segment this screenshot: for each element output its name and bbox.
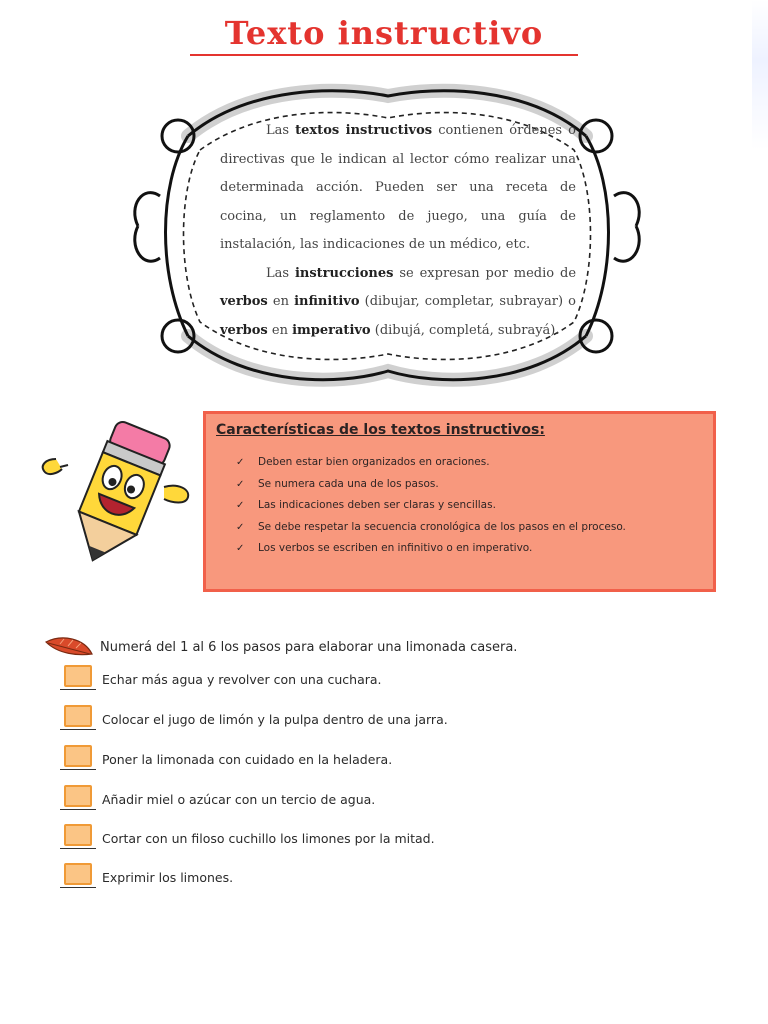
check-icon: ✓ [236, 457, 245, 468]
characteristic-text: Deben estar bien organizados en oraciones. [258, 456, 490, 468]
definition-run: verbos [220, 322, 268, 338]
exercise-step [60, 704, 580, 734]
definition-run: instrucciones [294, 265, 394, 281]
step-text: Colocar el jugo de limón y la pulpa dentro de una jarra. [102, 712, 448, 727]
exercise-step [60, 664, 580, 694]
exercise-instruction: Numerá del 1 al 6 los pasos para elaborar una limonada casera. [100, 640, 518, 655]
definition-run: en [267, 322, 293, 338]
pencil-mascot-icon [38, 415, 194, 575]
answer-blank[interactable] [60, 665, 96, 690]
answer-blank[interactable] [60, 824, 96, 849]
characteristic-item [236, 495, 708, 517]
definition-run: (dibujar, completar, subrayar) o [359, 294, 576, 309]
definition-run: textos instructivos [295, 123, 433, 138]
characteristic-text: Los verbos se escriben en infinitivo o en imperativo. [258, 542, 533, 554]
title-underline [190, 54, 578, 56]
answer-box[interactable] [64, 665, 92, 687]
exercise-step [60, 862, 580, 892]
feather-quill-icon [42, 634, 94, 662]
definition-paragraph-2 [220, 260, 576, 346]
exercise-step [60, 744, 580, 774]
characteristic-text: Las indicaciones deben ser claras y sencillas. [258, 499, 496, 511]
definition-run: infinitivo [294, 294, 360, 309]
answer-blank[interactable] [60, 785, 96, 810]
definition-run: Las [266, 123, 296, 138]
answer-box[interactable] [64, 705, 92, 727]
definition-run: contienen órdenes o directivas que le indican al lector cómo realizar una determinada acción. Pueden ser una receta de cocina, un reglamento de juego, una guía de instalación, las indicaciones de un médico, etc. [220, 123, 577, 252]
characteristic-text: Se numera cada una de los pasos. [258, 477, 439, 490]
definition-run: (dibujá, completá, subrayá). [370, 322, 560, 338]
definition-run: Las [266, 265, 295, 281]
page-title: Texto instructivo [224, 14, 544, 52]
characteristic-item [236, 538, 708, 560]
check-icon: ✓ [236, 500, 245, 511]
characteristic-item [236, 474, 708, 496]
step-text: Cortar con un filoso cuchillo los limones por la mitad. [102, 831, 435, 846]
exercise-step [60, 784, 580, 814]
edge-stripe [752, 0, 768, 150]
definition-paragraph-1 [220, 117, 576, 260]
answer-box[interactable] [64, 863, 92, 885]
check-icon: ✓ [236, 521, 245, 533]
characteristic-text: Se debe respetar la secuencia cronológica de los pasos en el proceso. [258, 520, 626, 533]
step-text: Poner la limonada con cuidado en la heladera. [102, 752, 393, 767]
definition-run: se expresan por medio de [393, 265, 577, 281]
step-text: Exprimir los limones. [102, 870, 234, 885]
step-text: Añadir miel o azúcar con un tercio de agua. [102, 792, 376, 807]
exercise-step [60, 823, 580, 853]
definition-run: en [267, 294, 295, 309]
characteristics-list [236, 452, 708, 560]
answer-box[interactable] [64, 785, 92, 807]
characteristic-item [236, 452, 708, 474]
characteristics-title: Características de los textos instructivos: [216, 422, 545, 438]
check-icon: ✓ [236, 543, 245, 554]
answer-blank[interactable] [60, 745, 96, 770]
definition-text [220, 117, 576, 345]
characteristics-box [203, 411, 716, 592]
step-text: Echar más agua y revolver con una cuchara. [102, 672, 382, 687]
answer-box[interactable] [64, 745, 92, 767]
check-icon: ✓ [236, 478, 245, 490]
definition-run: imperativo [292, 322, 371, 338]
answer-box[interactable] [64, 824, 92, 846]
characteristic-item [236, 517, 708, 539]
definition-run: verbos [220, 294, 268, 309]
answer-blank[interactable] [60, 705, 96, 730]
answer-blank[interactable] [60, 863, 96, 888]
